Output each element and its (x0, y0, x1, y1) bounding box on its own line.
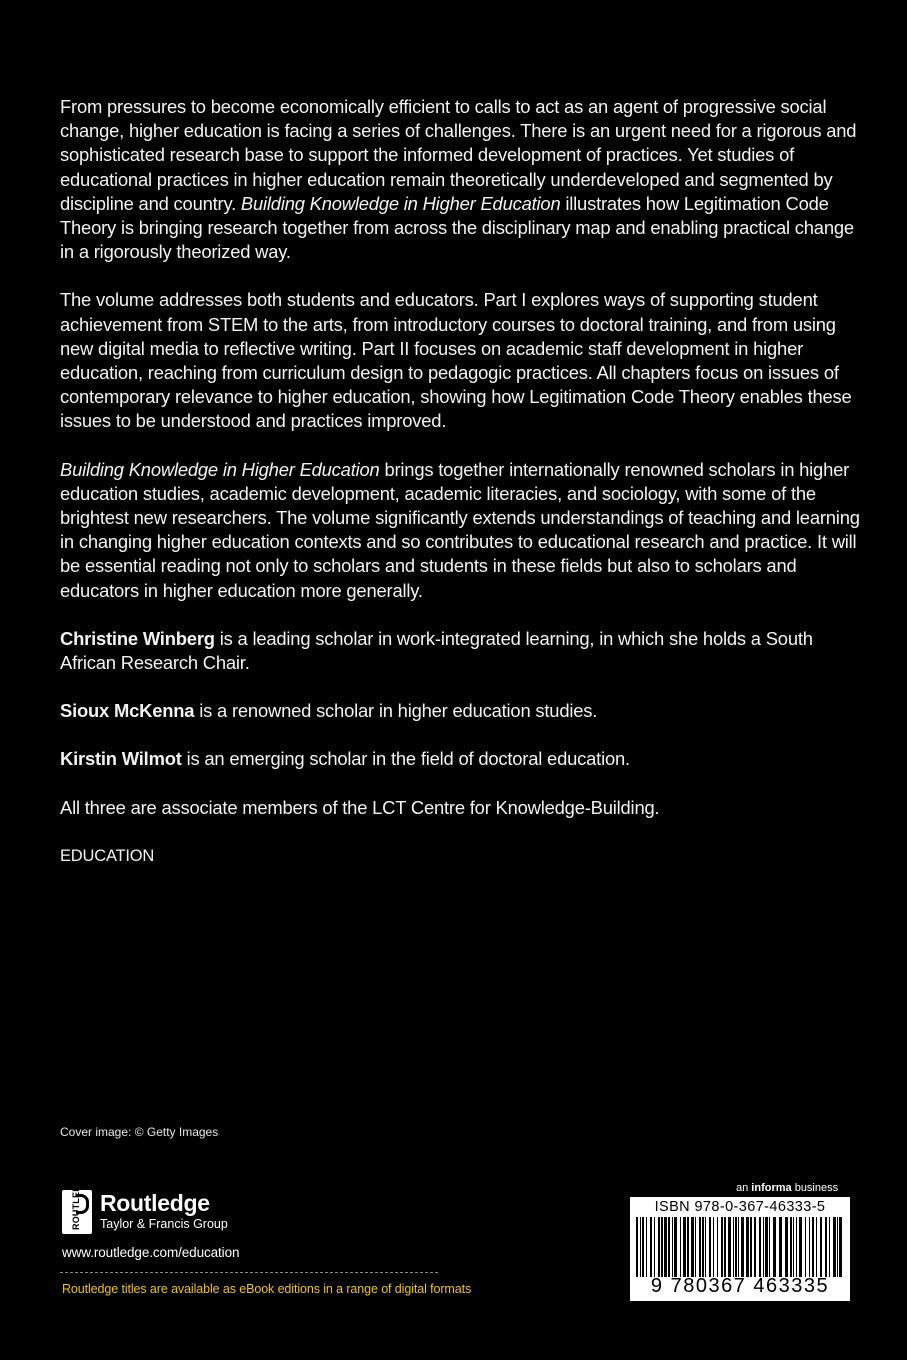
author-name: Kirstin Wilmot (60, 748, 182, 770)
publisher-name: Routledge (100, 1190, 210, 1216)
author-name: Christine Winberg (60, 627, 215, 649)
barcode-bar (642, 1217, 644, 1277)
cover-image-credit: Cover image: © Getty Images (60, 1125, 219, 1139)
barcode-bar (674, 1217, 677, 1277)
barcode-bar (837, 1217, 838, 1277)
barcode-bar (680, 1217, 681, 1277)
author-bio: Christine Winberg is a leading scholar in work-integrated learning, in which she holds a South African Research Chair. (60, 627, 813, 674)
barcode-bar (785, 1217, 788, 1277)
barcode-bar (763, 1217, 764, 1277)
barcode-bar (793, 1217, 794, 1277)
barcode-bar (820, 1217, 822, 1277)
ebook-note: Routledge titles are available as eBook editions in a range of digital formats (62, 1282, 472, 1296)
author-name: Sioux McKenna (60, 700, 195, 722)
barcode-bars (634, 1217, 846, 1277)
barcode-bar (741, 1217, 744, 1277)
barcode-bar (805, 1217, 806, 1277)
barcode-digits: 9 780367 463335 (650, 1275, 830, 1297)
logo-mark-text: ROUTLEDGE (71, 1171, 81, 1230)
barcode-bar (769, 1217, 770, 1277)
barcode-bar (687, 1217, 689, 1277)
book-title-italic: Building Knowledge in Higher Education (240, 192, 561, 214)
barcode-bar (640, 1217, 641, 1277)
barcode-bar (672, 1217, 673, 1277)
author-bio: Sioux McKenna is a renowned scholar in higher education studies. (60, 700, 598, 722)
routledge-logo (62, 1171, 228, 1234)
back-cover-blurb (60, 95, 860, 892)
barcode-bar (695, 1217, 696, 1277)
publisher-group: Taylor & Francis Group (100, 1217, 228, 1231)
barcode-bar (746, 1217, 749, 1277)
barcode-bar (759, 1217, 761, 1277)
barcode-bar (779, 1217, 782, 1277)
barcode-bar (796, 1217, 797, 1277)
barcode-bar (683, 1217, 686, 1277)
barcode-bar (809, 1217, 810, 1277)
barcode-bar (658, 1217, 660, 1277)
barcode-bar (738, 1217, 739, 1277)
subject-category: EDUCATION (60, 846, 155, 865)
barcode-bar (702, 1217, 704, 1277)
barcode-bar (790, 1217, 792, 1277)
barcode-bar (646, 1217, 647, 1277)
barcode-bar (765, 1217, 768, 1277)
barcode-bar (799, 1217, 802, 1277)
barcode-bar (654, 1217, 655, 1277)
informa-business-tag: an informa business (736, 1182, 839, 1194)
barcode-bar (812, 1217, 814, 1277)
barcode-bar (816, 1217, 817, 1277)
barcode-bar (713, 1217, 714, 1277)
blurb-paragraph-2: The volume addresses both students and educators. Part I explores ways of supporting student achievement from STEM to the arts, from introductory courses to doctoral training, and from using new digital media to reflective writing. Part II focuses on academic staff development in higher education, reaching from curriculum design to pedagogic practices. All chapters focus on issues of contemporary relevance to higher education, showing how Legitimation Code Theory enables these issues to be understood and practices improved. (60, 289, 852, 432)
barcode-bar (661, 1217, 663, 1277)
barcode-bar (839, 1217, 842, 1277)
isbn-barcode (630, 1197, 850, 1301)
barcode-bar (825, 1217, 827, 1277)
divider (60, 1272, 438, 1273)
barcode-bar (650, 1217, 652, 1277)
blurb-paragraph-1: From pressures to become economically efficient to calls to act as an agent of progressive social change, higher education is facing a series of challenges. There is an urgent need for a rigorous and sophisticated research base to support the informed development of practices. Yet studies of educational practices in higher education remain theoretically underdeveloped and segmented by discipline and country. Building Knowledge in Higher Education illustrates how Legitimation Code Theory is bringing research together from across the disciplinary map and enabling practical change in a rigorously theorized way. (60, 96, 857, 263)
barcode-bar (664, 1217, 667, 1277)
barcode-bar (691, 1217, 694, 1277)
barcode-bar (728, 1217, 731, 1277)
barcode-bar (709, 1217, 711, 1277)
barcode-bar (699, 1217, 701, 1277)
barcode-bar (717, 1217, 718, 1277)
book-title-italic: Building Knowledge in Higher Education (60, 458, 380, 480)
barcode-bar (636, 1217, 638, 1277)
barcode-bar (733, 1217, 734, 1277)
barcode-bar (721, 1217, 723, 1277)
closing-note: All three are associate members of the LCT Centre for Knowledge-Building. (60, 796, 660, 818)
barcode-bar (773, 1217, 776, 1277)
routledge-logo-icon (62, 1171, 92, 1234)
blurb-paragraph-3: Building Knowledge in Higher Education brings together internationally renowned scholars in higher education studies, academic development, academic literacies, and sociology, with some of the brightest new researchers. The volume significantly extends understandings of teaching and learning in changing higher education contexts and so contributes to educational research and practice. It will be essential reading not only to scholars and students in these fields but also to scholars and educators in higher education more generally. (60, 458, 860, 601)
isbn-label: ISBN 978-0-367-46333-5 (654, 1199, 826, 1215)
barcode-bar (735, 1217, 737, 1277)
barcode-bar (754, 1217, 756, 1277)
author-bio: Kirstin Wilmot is an emerging scholar in the field of doctoral education. (60, 748, 630, 770)
barcode-bar (705, 1217, 706, 1277)
barcode-bar (750, 1217, 752, 1277)
publisher-website: www.routledge.com/education (62, 1245, 240, 1260)
barcode-bar (668, 1217, 670, 1277)
barcode-bar (829, 1217, 830, 1277)
barcode-bar (724, 1217, 726, 1277)
barcode-bar (833, 1217, 836, 1277)
